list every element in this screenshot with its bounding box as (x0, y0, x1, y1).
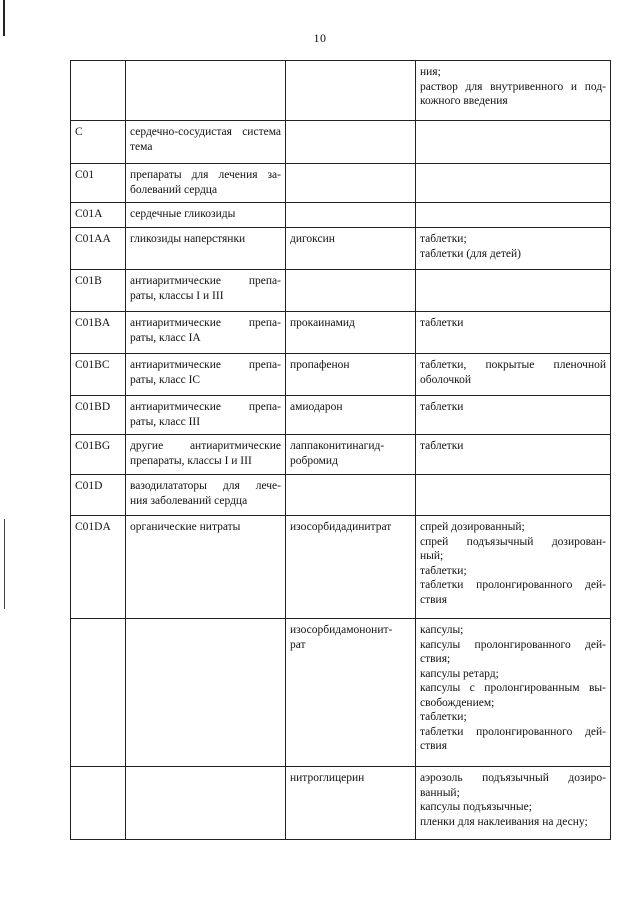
table-row (71, 475, 611, 516)
forms-text-line: ванный; (420, 786, 460, 799)
drug-name-cell (286, 270, 416, 312)
forms-text-line: таблетки (420, 440, 464, 452)
forms-text-line: таблетки; (420, 564, 467, 577)
group-text-line: раты, классы I и III (130, 289, 224, 302)
forms-text-line: аэрозоль подъязычный дозиро- (420, 772, 606, 784)
dosage-forms-cell (416, 61, 611, 121)
drug-name-cell (286, 203, 416, 228)
group-text-line: вазодилататоры для лече- (130, 480, 281, 492)
atc-code-cell (71, 767, 126, 840)
table-row (71, 619, 611, 767)
atc-code: C01A (75, 208, 103, 220)
table-row (71, 767, 611, 840)
group-text-line: органические нитраты (130, 521, 241, 533)
group-text-line: болеваний сердца (130, 183, 218, 196)
atc-code-cell (71, 475, 126, 516)
dosage-forms-cell (416, 203, 611, 228)
table-row (71, 164, 611, 203)
group-text-line: препараты для лечения за- (130, 169, 281, 181)
atc-code-cell (71, 312, 126, 354)
table-row (71, 228, 611, 270)
dosage-forms-cell (416, 619, 611, 767)
anatomical-therapeutic-group-cell (126, 164, 286, 203)
drug-text-line: рат (290, 638, 306, 651)
table-row (71, 61, 611, 121)
atc-code: C01 (75, 169, 95, 181)
forms-text-line: ния; (420, 66, 441, 78)
anatomical-therapeutic-group-cell (126, 354, 286, 396)
dosage-forms-cell (416, 354, 611, 396)
table-row (71, 203, 611, 228)
drug-text-line: пропафенон (290, 359, 350, 371)
dosage-forms-cell (416, 767, 611, 840)
atc-code-cell (71, 270, 126, 312)
group-text-line: раты, класс IA (130, 331, 201, 344)
dosage-forms-cell (416, 164, 611, 203)
forms-text-line: раствор для внутривенного и под- (420, 80, 606, 93)
drug-name-cell (286, 435, 416, 475)
atc-code: C01BG (75, 440, 111, 452)
drug-name-cell (286, 164, 416, 203)
dosage-forms-cell (416, 121, 611, 164)
drug-name-cell (286, 61, 416, 121)
drug-text-line: робромид (290, 454, 338, 467)
forms-text-line: таблетки (для детей) (420, 247, 521, 260)
dosage-forms-cell (416, 516, 611, 619)
forms-text-line: оболочкой (420, 373, 472, 386)
group-text-line: антиаритмические препа- (130, 317, 281, 329)
group-text-line: гликозиды наперстянки (130, 233, 246, 245)
atc-code: C01D (75, 480, 103, 492)
group-text-line: сердечно-сосудистая система (130, 126, 281, 138)
group-text-line: сердечные гликозиды (130, 208, 236, 220)
forms-text-line: таблетки, покрытые пленочной (420, 359, 606, 371)
anatomical-therapeutic-group-cell (126, 435, 286, 475)
dosage-forms-cell (416, 312, 611, 354)
group-text-line: ния заболеваний сердца (130, 494, 248, 507)
table-row (71, 396, 611, 435)
atc-code: C01AA (75, 233, 111, 245)
drug-name-cell (286, 354, 416, 396)
drug-name-cell (286, 767, 416, 840)
anatomical-therapeutic-group-cell (126, 516, 286, 619)
scan-edge-mark (4, 519, 5, 609)
forms-text-line: капсулы подъязычные; (420, 801, 532, 813)
atc-code: C01B (75, 275, 102, 287)
anatomical-therapeutic-group-cell (126, 270, 286, 312)
forms-text-line: таблетки; (420, 711, 467, 723)
anatomical-therapeutic-group-cell (126, 61, 286, 121)
atc-code-cell (71, 516, 126, 619)
drug-name-cell (286, 396, 416, 435)
drug-text-line: изосорбидамононит- (290, 624, 393, 636)
atc-code-cell (71, 203, 126, 228)
drug-text-line: изосорбидадинитрат (290, 521, 392, 533)
drug-name-cell (286, 228, 416, 270)
forms-text-line: таблетки; (420, 233, 467, 245)
drug-text-line: лаппаконитинагид- (290, 440, 385, 452)
table-row (71, 121, 611, 164)
group-text-line: раты, класс III (130, 415, 201, 428)
anatomical-therapeutic-group-cell (126, 396, 286, 435)
forms-text-line: спрей дозированный; (420, 521, 525, 533)
forms-text-line: свобождением; (420, 696, 495, 709)
drug-text-line: дигоксин (290, 233, 335, 245)
dosage-forms-cell (416, 435, 611, 475)
dosage-forms-cell (416, 396, 611, 435)
table-row (71, 312, 611, 354)
atc-code-cell (71, 435, 126, 475)
atc-code-cell (71, 354, 126, 396)
forms-text-line: таблетки (420, 401, 464, 413)
dosage-forms-cell (416, 475, 611, 516)
forms-text-line: капсулы с пролонгированным вы- (420, 682, 606, 694)
dosage-forms-cell (416, 228, 611, 270)
table-row (71, 354, 611, 396)
drug-name-cell (286, 516, 416, 619)
table-body (71, 61, 611, 840)
drug-name-cell (286, 121, 416, 164)
forms-text-line: таблетки пролонгированного дей- (420, 725, 606, 738)
forms-text-line: капсулы пролонгированного дей- (420, 638, 606, 651)
group-text-line: антиаритмические препа- (130, 359, 281, 371)
anatomical-therapeutic-group-cell (126, 767, 286, 840)
page-number: 10 (313, 31, 327, 45)
anatomical-therapeutic-group-cell (126, 475, 286, 516)
drug-text-line: амиодарон (290, 401, 343, 413)
atc-code-cell (71, 228, 126, 270)
atc-code-cell (71, 396, 126, 435)
group-text-line: тема (130, 140, 153, 153)
group-text-line: антиаритмические препа- (130, 401, 281, 413)
drug-name-cell (286, 312, 416, 354)
atc-code-cell (71, 619, 126, 767)
forms-text-line: спрей подъязычный дозирован- (420, 535, 606, 548)
group-text-line: препараты, классы I и III (130, 454, 252, 467)
group-text-line: раты, класс IC (130, 373, 201, 386)
forms-text-line: кожного введения (420, 95, 508, 107)
drug-name-cell (286, 619, 416, 767)
drug-text-line: прокаинамид (290, 317, 355, 329)
table-row (71, 270, 611, 312)
forms-text-line: таблетки (420, 317, 464, 329)
atc-code-cell (71, 61, 126, 121)
atc-code-cell (71, 121, 126, 164)
forms-text-line: ствия; (420, 653, 451, 665)
dosage-forms-cell (416, 270, 611, 312)
drug-text-line: нитроглицерин (290, 772, 365, 784)
forms-text-line: ный; (420, 550, 444, 562)
anatomical-therapeutic-group-cell (126, 228, 286, 270)
table-row (71, 516, 611, 619)
forms-text-line: капсулы; (420, 624, 464, 636)
group-text-line: другие антиаритмические (130, 440, 281, 452)
anatomical-therapeutic-group-cell (126, 203, 286, 228)
atc-code: C01BD (75, 401, 111, 413)
forms-text-line: таблетки пролонгированного дей- (420, 579, 606, 591)
anatomical-therapeutic-group-cell (126, 312, 286, 354)
table-row (71, 435, 611, 475)
forms-text-line: ствия (420, 740, 448, 752)
forms-text-line: пленки для наклеивания на десну; (420, 815, 588, 828)
drug-classification-table (70, 60, 611, 840)
atc-code: C01BA (75, 317, 111, 329)
forms-text-line: капсулы ретард; (420, 667, 499, 680)
anatomical-therapeutic-group-cell (126, 619, 286, 767)
atc-code: C01BC (75, 359, 110, 371)
group-text-line: антиаритмические препа- (130, 275, 281, 287)
anatomical-therapeutic-group-cell (126, 121, 286, 164)
drug-name-cell (286, 475, 416, 516)
atc-code: C (75, 126, 83, 138)
atc-code-cell (71, 164, 126, 203)
atc-code: C01DA (75, 521, 111, 533)
forms-text-line: ствия (420, 593, 448, 606)
